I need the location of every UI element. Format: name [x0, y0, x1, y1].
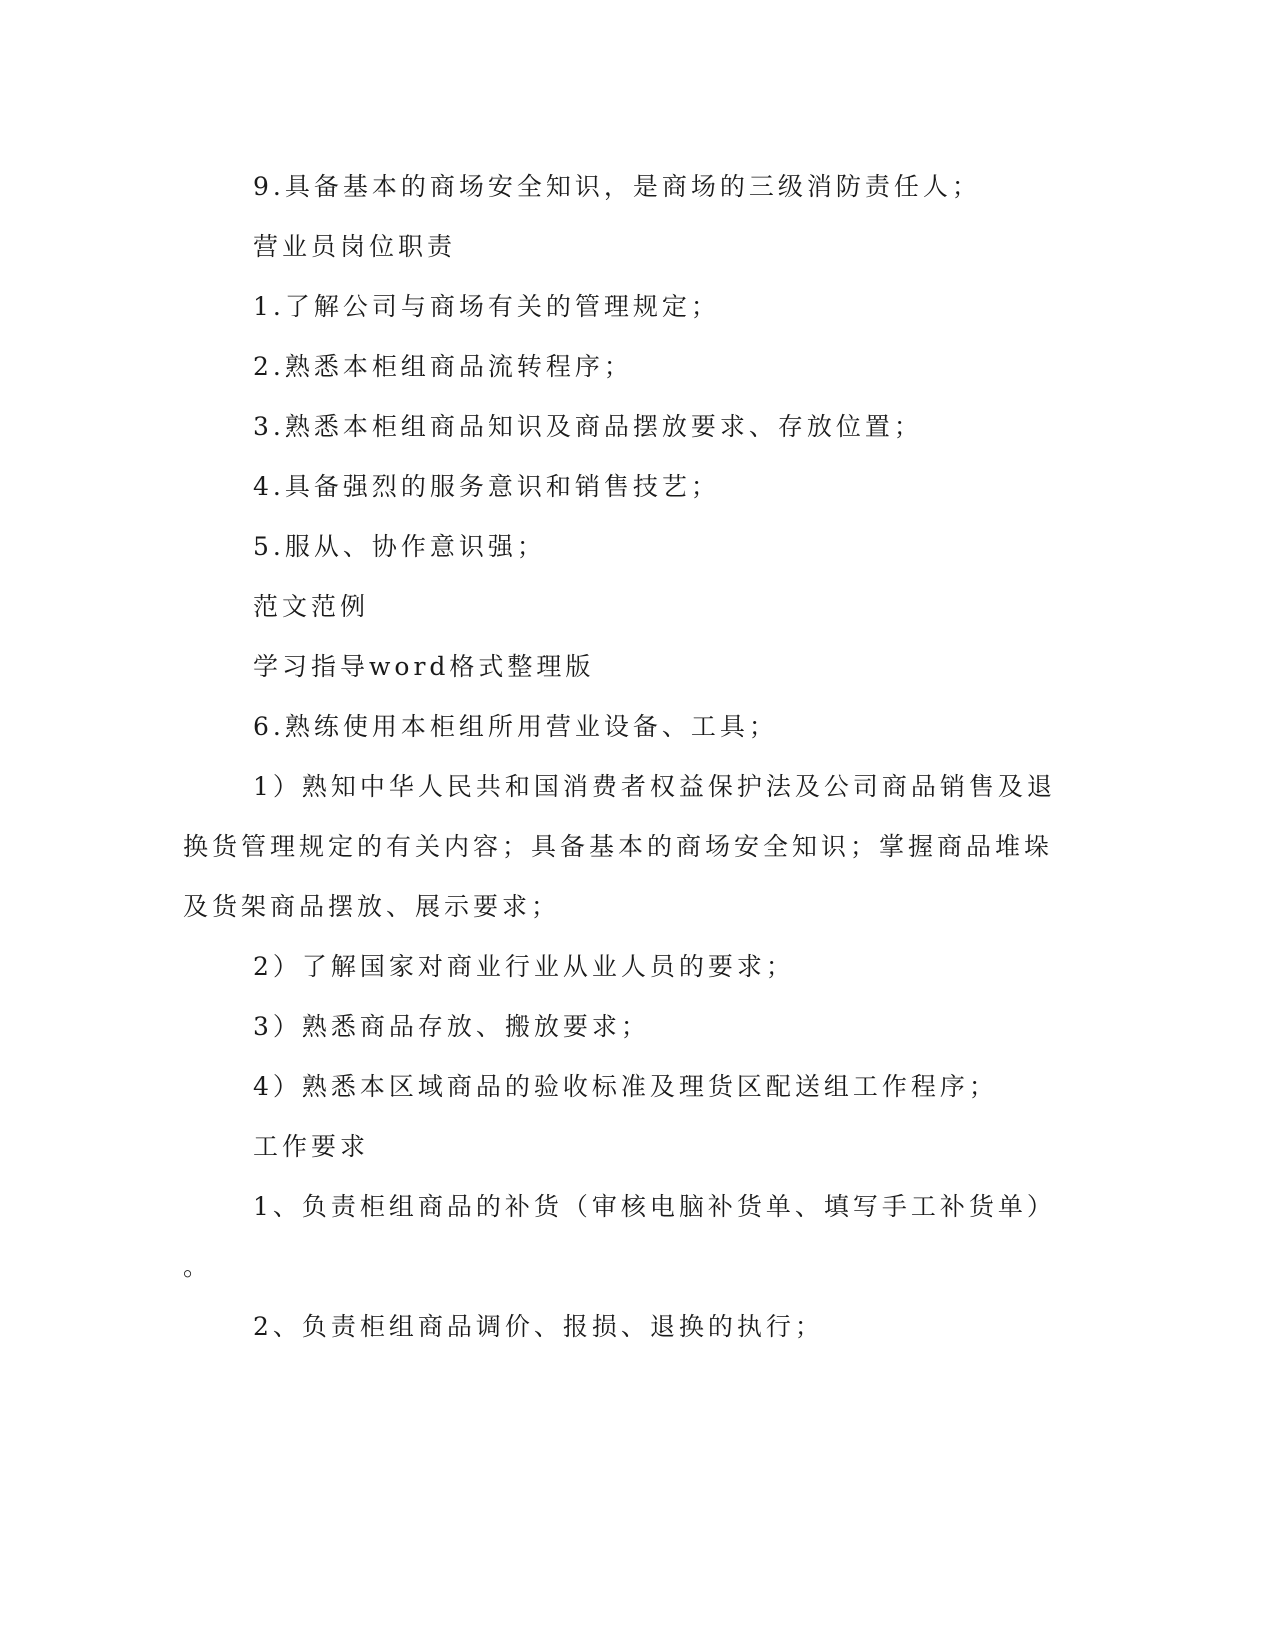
text-line: 6.熟练使用本柜组所用营业设备、工具； — [253, 712, 778, 741]
text-line: 换货管理规定的有关内容；具备基本的商场安全知识；掌握商品堆垛 — [183, 832, 1054, 861]
text-line: 1、负责柜组商品的补货（审核电脑补货单、填写手工补货单） — [253, 1192, 1056, 1221]
text-line: 3）熟悉商品存放、搬放要求； — [253, 1012, 650, 1041]
watermark-text: 学习指导word格式整理版 — [253, 652, 595, 681]
text-line: 2）了解国家对商业行业从业人员的要求； — [253, 952, 795, 981]
text-line: 4.具备强烈的服务意识和销售技艺； — [253, 472, 720, 501]
text-line: 1）熟知中华人民共和国消费者权益保护法及公司商品销售及退 — [253, 772, 1056, 801]
text-line: 1.了解公司与商场有关的管理规定； — [253, 292, 720, 321]
text-line: 9.具备基本的商场安全知识，是商场的三级消防责任人； — [253, 172, 981, 201]
watermark-text: 范文范例 — [253, 592, 370, 621]
section-heading: 工作要求 — [253, 1132, 370, 1161]
text-line: 2.熟悉本柜组商品流转程序； — [253, 352, 633, 381]
document-body — [183, 157, 1063, 1357]
text-line: 3.熟悉本柜组商品知识及商品摆放要求、存放位置； — [253, 412, 923, 441]
text-line: 2、负责柜组商品调价、报损、退换的执行； — [253, 1312, 824, 1341]
text-line: 5.服从、协作意识强； — [253, 532, 546, 561]
text-line: 及货架商品摆放、展示要求； — [183, 892, 561, 921]
text-line: 。 — [183, 1252, 213, 1281]
section-heading: 营业员岗位职责 — [253, 232, 457, 261]
text-line: 4）熟悉本区域商品的验收标准及理货区配送组工作程序； — [253, 1072, 998, 1101]
